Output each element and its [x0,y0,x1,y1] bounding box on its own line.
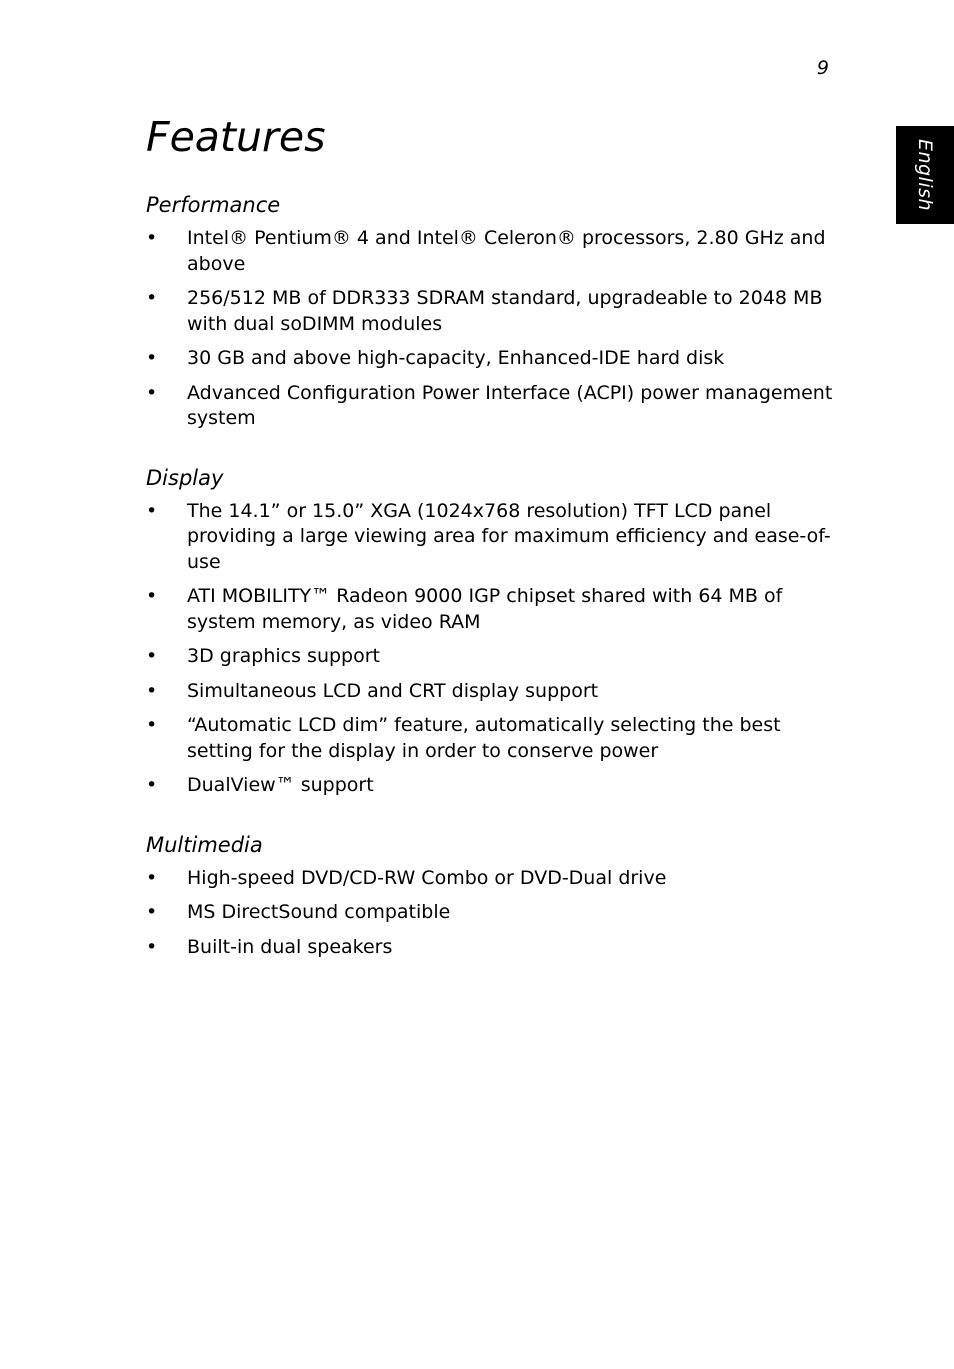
list-item-text: Intel® Pentium® 4 and Intel® Celeron® processors, 2.80 GHz and above [187,227,826,275]
section-heading: Performance [146,193,281,217]
page-title: Features [146,113,326,161]
bullet-list [146,866,836,961]
section-performance [146,192,836,432]
bullet-icon: • [146,645,158,667]
section-heading: Multimedia [146,832,263,857]
list-item-text: The 14.1” or 15.0” XGA (1024x768 resolution) TFT LCD panel providing a large viewing area for maximum efficiency and ease-of-use [187,499,831,573]
list-item-text: DualView™ support [187,774,374,796]
list-item [146,644,836,670]
bullet-icon: • [146,227,158,249]
page-content [146,112,836,960]
section-multimedia [146,832,836,961]
bullet-icon: • [146,499,158,522]
list-item [146,773,836,799]
bullet-icon: • [146,714,158,736]
list-item [146,286,836,337]
language-tab [896,126,954,224]
bullet-icon: • [146,287,158,309]
list-item [146,679,836,705]
bullet-icon: • [146,585,158,607]
bullet-icon: • [146,866,158,889]
language-tab-label: English [914,138,936,212]
list-item-text: Advanced Configuration Power Interface (ACPI) power management system [187,381,833,429]
list-item-text: Simultaneous LCD and CRT display support [187,679,599,702]
list-item-text: MS DirectSound compatible [187,901,451,923]
list-item-text: ATI MOBILITY™ Radeon 9000 IGP chipset shared with 64 MB of system memory, as video RAM [187,585,783,633]
bullet-list [146,226,836,432]
bullet-icon: • [146,679,158,702]
list-item [146,935,836,961]
section-heading: Display [146,465,224,490]
list-item [146,713,836,764]
bullet-icon: • [146,347,158,369]
list-item [146,381,836,432]
bullet-icon: • [146,935,158,958]
bullet-icon: • [146,901,158,923]
list-item [146,226,836,277]
list-item [146,866,836,892]
page-number: 9 [816,57,829,79]
list-item [146,900,836,926]
list-item [146,346,836,372]
list-item-text: “Automatic LCD dim” feature, automatically selecting the best setting for the display in order to conserve power [187,714,781,762]
list-item-text: 256/512 MB of DDR333 SDRAM standard, upgradeable to 2048 MB with dual soDIMM modules [187,287,823,335]
list-item [146,499,836,576]
list-item-text: 30 GB and above high-capacity, Enhanced-IDE hard disk [187,347,725,369]
list-item [146,584,836,635]
bullet-icon: • [146,381,158,404]
bullet-icon: • [146,774,158,796]
section-display [146,465,836,799]
list-item-text: High-speed DVD/CD-RW Combo or DVD-Dual drive [187,866,667,889]
bullet-list [146,499,836,799]
list-item-text: Built-in dual speakers [187,935,393,958]
list-item-text: 3D graphics support [187,645,380,667]
